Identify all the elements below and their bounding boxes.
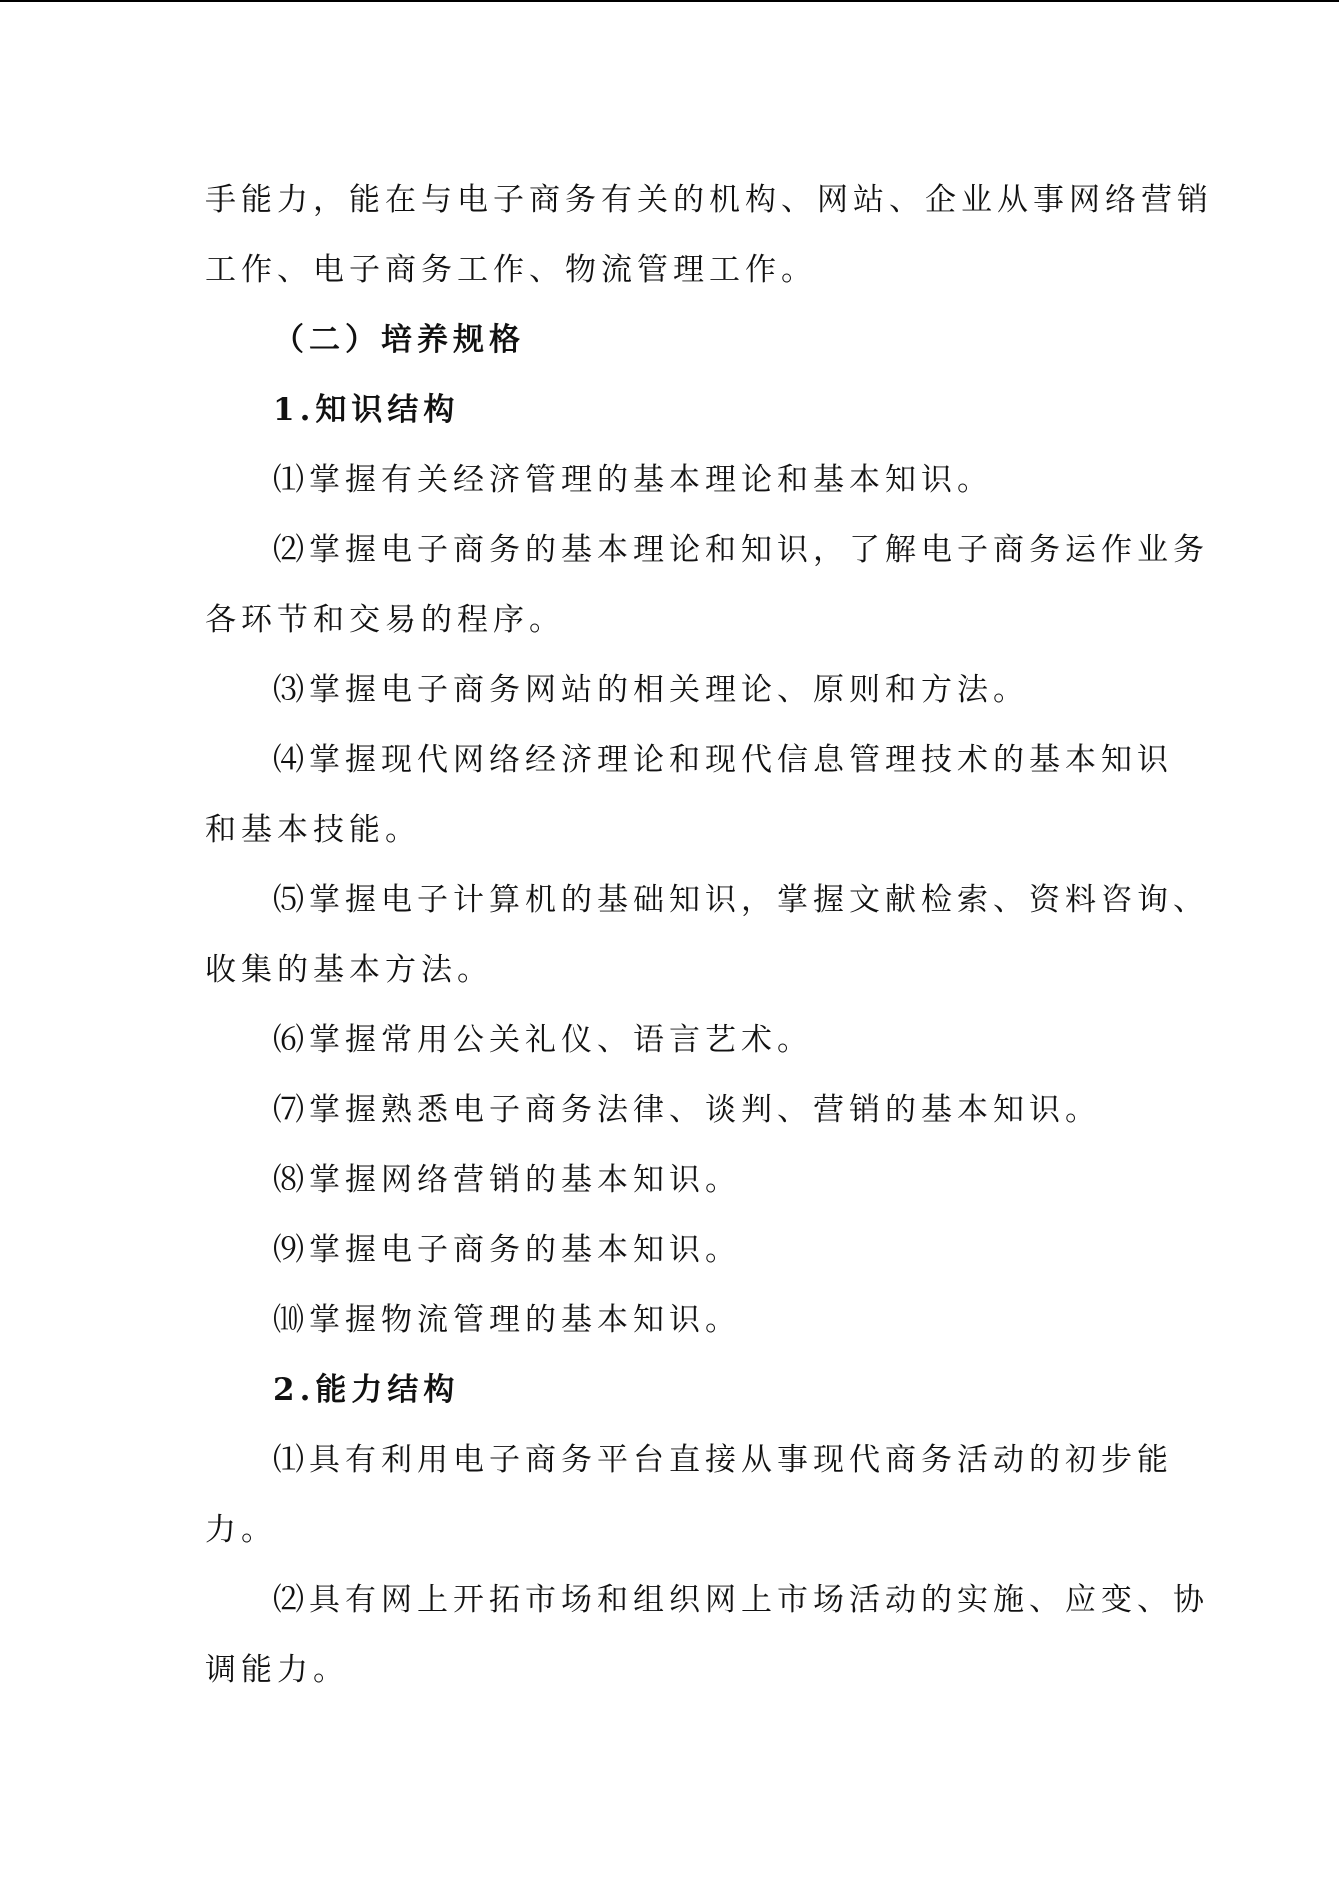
knowledge-item-1 [205,445,1135,515]
ability-item-2 [205,1565,1209,1705]
knowledge-item-line: ⑼掌握电子商务的基本知识。 [273,1232,741,1268]
knowledge-item-line-continued: 收集的基本方法。 [205,952,493,988]
knowledge-item-line: ⑵掌握电子商务的基本理论和知识，了解电子商务运作业务 [273,532,1209,568]
ability-item-line: ⑴具有利用电子商务平台直接从事现代商务活动的初步能 [273,1442,1173,1478]
knowledge-heading: 1.知识结构 [273,392,460,428]
knowledge-item-10 [205,1285,1135,1355]
knowledge-item-6 [205,1005,1135,1075]
document-page [205,165,1213,1705]
intro-line-1: 手能力，能在与电子商务有关的机构、网站、企业从事网络营销 [205,182,1213,218]
knowledge-item-7 [205,1075,1135,1145]
knowledge-item-line: ⑸掌握电子计算机的基础知识，掌握文献检索、资料咨询、 [273,882,1209,918]
knowledge-item-line: ⑽掌握物流管理的基本知识。 [273,1302,741,1338]
top-border-rule [0,0,1339,2]
knowledge-item-line-continued: 各环节和交易的程序。 [205,602,565,638]
knowledge-item-line: ⑻掌握网络营销的基本知识。 [273,1162,741,1198]
intro-line-2: 工作、电子商务工作、物流管理工作。 [205,252,817,288]
knowledge-item-2 [205,515,1209,655]
knowledge-item-line: ⑺掌握熟悉电子商务法律、谈判、营销的基本知识。 [273,1092,1101,1128]
intro-paragraph [205,165,1213,305]
knowledge-item-3 [205,655,1135,725]
knowledge-item-line-continued: 和基本技能。 [205,812,421,848]
knowledge-item-4 [205,725,1173,865]
ability-list [205,1425,1209,1705]
knowledge-item-line: ⑷掌握现代网络经济理论和现代信息管理技术的基本知识 [273,742,1173,778]
ability-item-line-continued: 调能力。 [205,1652,349,1688]
ability-heading: 2.能力结构 [273,1372,460,1408]
knowledge-item-line: ⑴掌握有关经济管理的基本理论和基本知识。 [273,462,993,498]
ability-item-line-continued: 力。 [205,1512,277,1548]
knowledge-item-5 [205,865,1209,1005]
knowledge-item-line: ⑹掌握常用公关礼仪、语言艺术。 [273,1022,813,1058]
knowledge-item-line: ⑶掌握电子商务网站的相关理论、原则和方法。 [273,672,1029,708]
knowledge-list [205,445,1209,1355]
knowledge-item-8 [205,1145,1135,1215]
ability-item-line: ⑵具有网上开拓市场和组织网上市场活动的实施、应变、协 [273,1582,1209,1618]
section-heading: （二）培养规格 [273,322,525,358]
knowledge-item-9 [205,1215,1135,1285]
ability-item-1 [205,1425,1173,1565]
